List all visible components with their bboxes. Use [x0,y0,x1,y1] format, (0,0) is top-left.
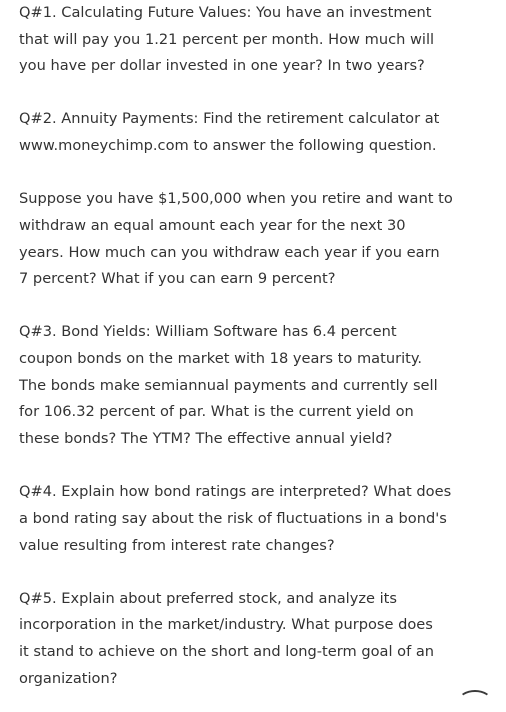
question-1-line-3: you have per dollar invested in one year? In two years? [19,57,425,74]
question-2-line-1: Q#2. Annuity Payments: Find the retirement calculator at [19,110,440,127]
question-2-scenario-line-3: years. How much can you withdraw each year if you earn [19,244,440,261]
question-5-line-2: incorporation in the market/industry. What purpose does [19,616,433,633]
question-3-line-2: coupon bonds on the market with 18 years to maturity. [19,350,423,367]
question-4-line-1: Q#4. Explain how bond ratings are interpreted? What does [19,483,452,500]
partial-circle-icon [458,690,492,712]
question-3-line-3: The bonds make semiannual payments and currently sell [19,377,438,394]
question-3-line-4: for 106.32 percent of par. What is the current yield on [19,403,414,420]
question-4-line-2: a bond rating say about the risk of fluctuations in a bond's [19,510,447,527]
question-2-scenario-line-1: Suppose you have $1,500,000 when you retire and want to [19,190,453,207]
question-3-line-1: Q#3. Bond Yields: William Software has 6.4 percent [19,323,397,340]
question-4-line-3: value resulting from interest rate changes? [19,537,335,554]
question-2-line-2: www.moneychimp.com to answer the following question. [19,137,437,154]
question-5-line-1: Q#5. Explain about preferred stock, and analyze its [19,590,398,607]
question-1-line-1: Q#1. Calculating Future Values: You have an investment [19,4,432,21]
question-2-scenario-line-2: withdraw an equal amount each year for the next 30 [19,217,406,234]
question-5-line-3: it stand to achieve on the short and long-term goal of an [19,643,435,660]
question-5-line-4: organization? [19,670,118,687]
question-2-scenario-line-4: 7 percent? What if you can earn 9 percent? [19,270,336,287]
question-1-line-2: that will pay you 1.21 percent per month. How much will [19,31,435,48]
question-3-line-5: these bonds? The YTM? The effective annual yield? [19,430,393,447]
